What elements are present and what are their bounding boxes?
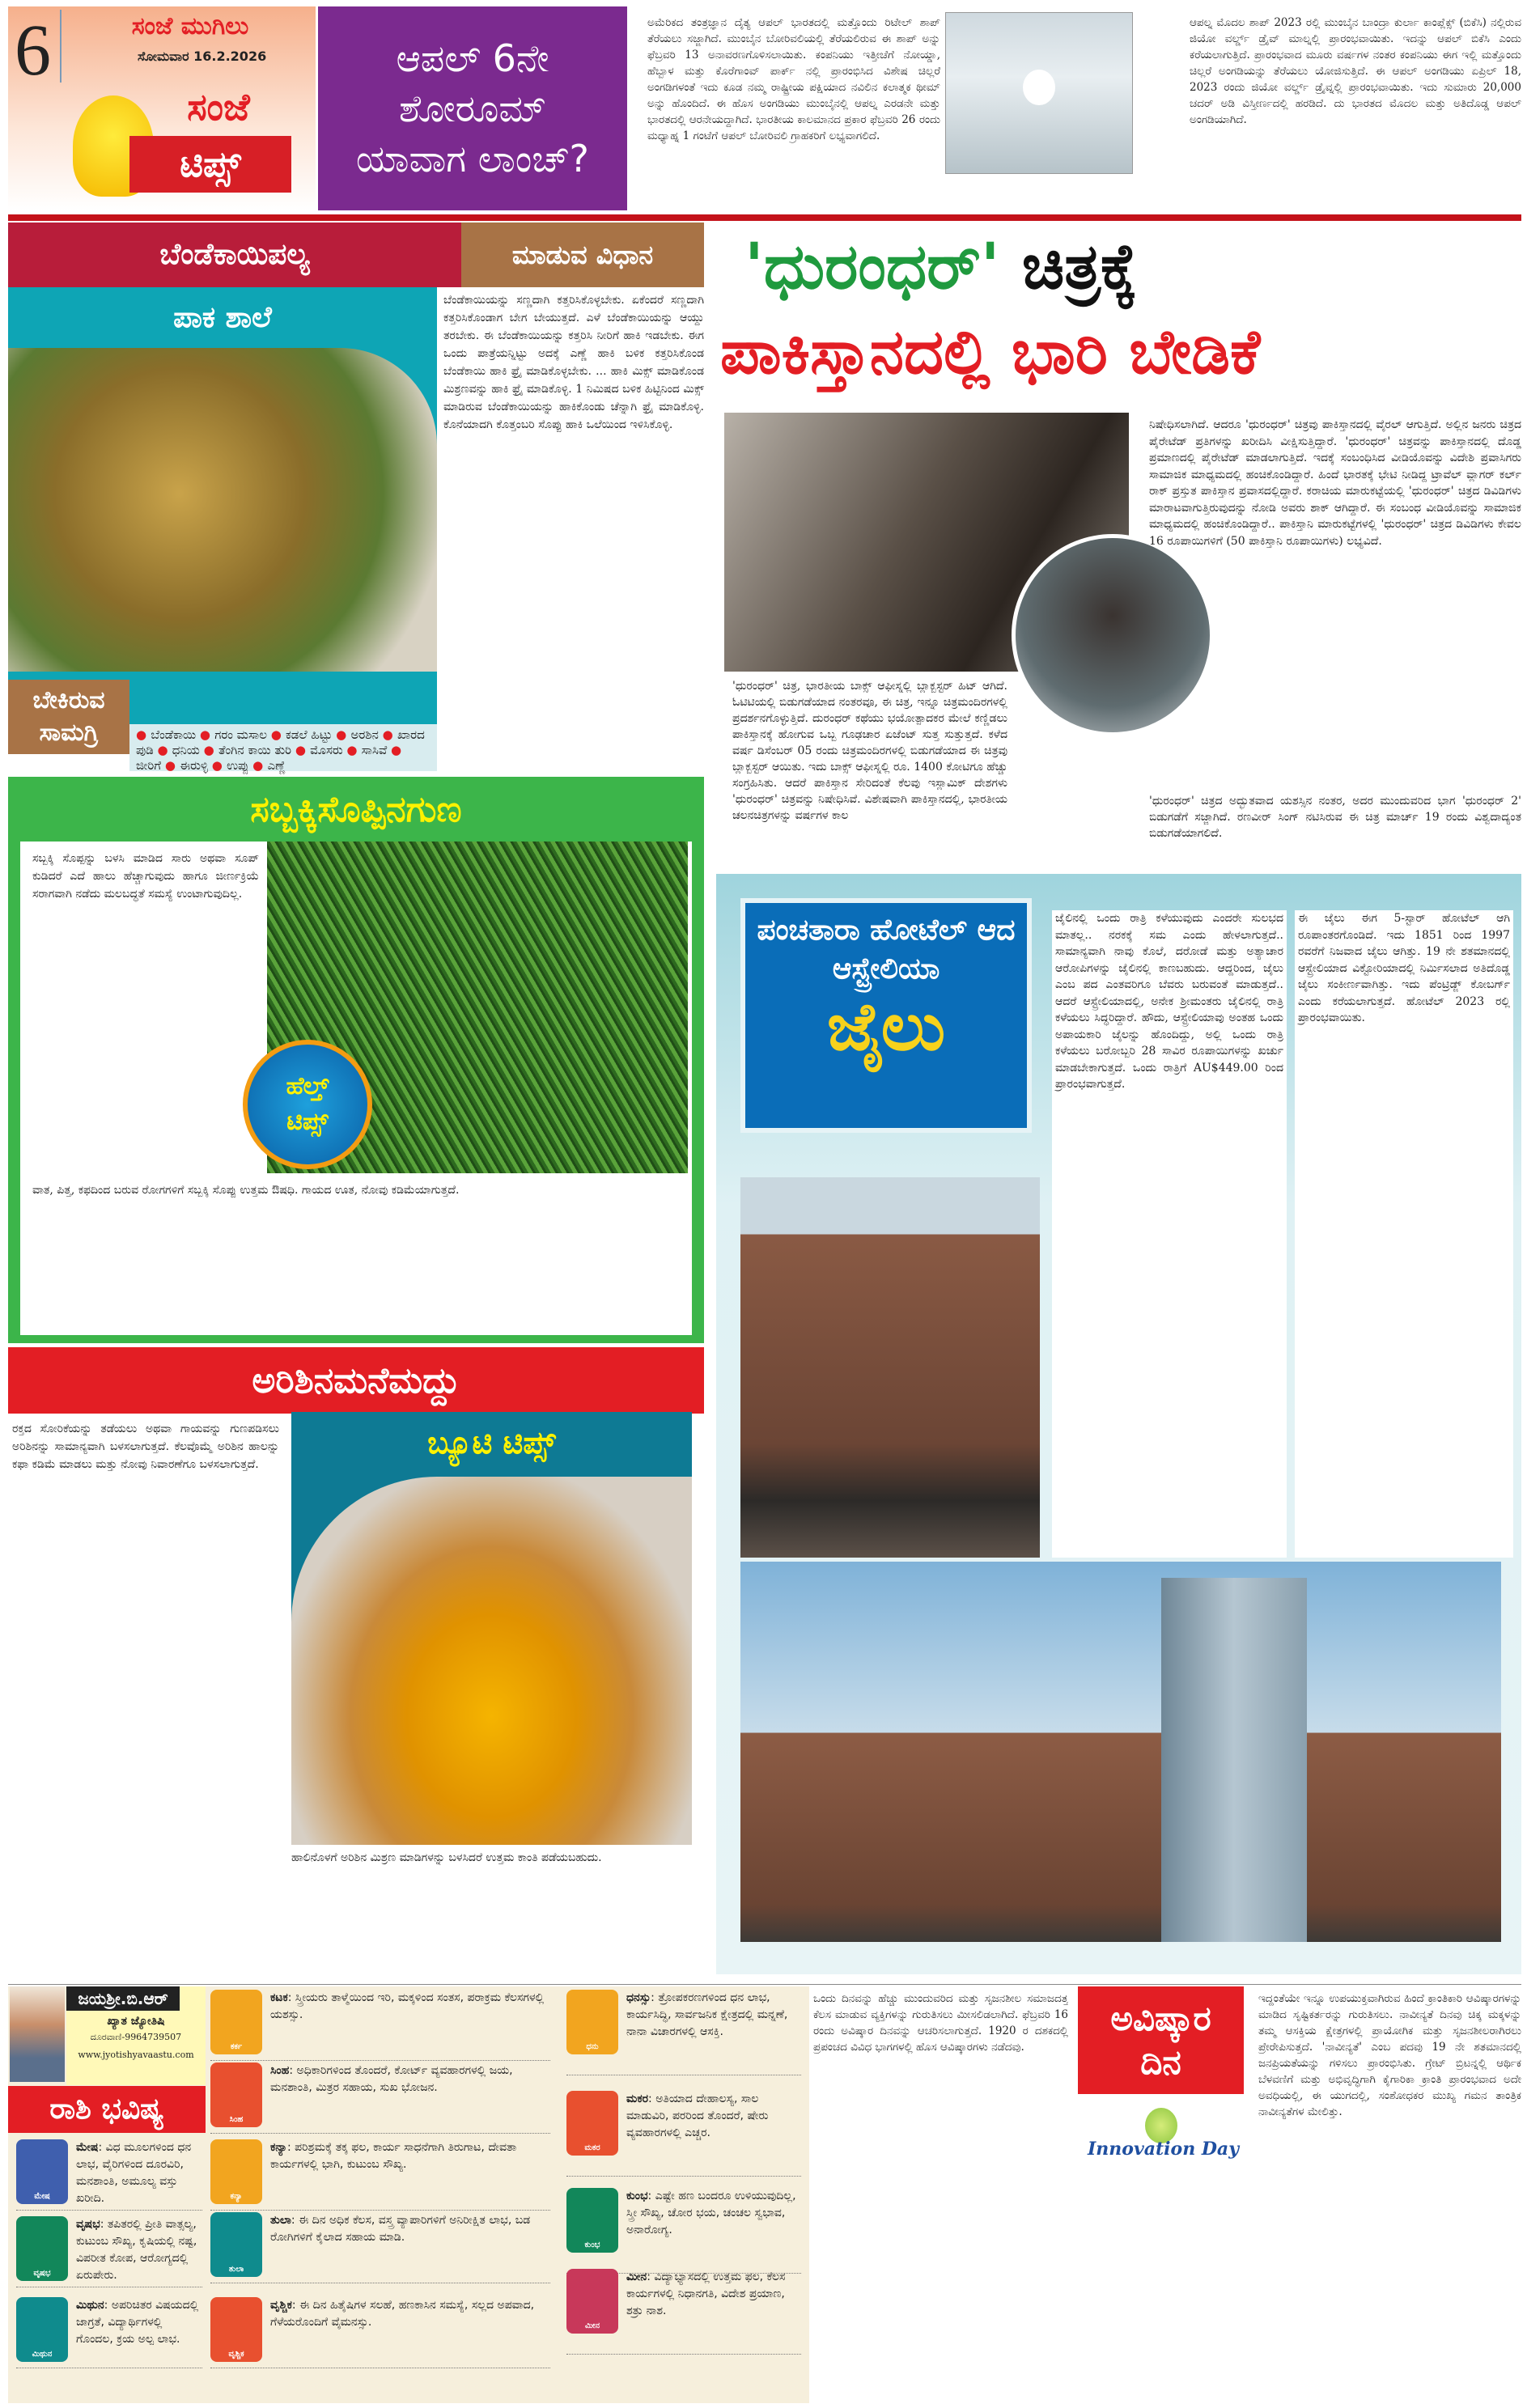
sign-prediction: ವಿದ್ಯಾಭ್ಯಾಸದಲ್ಲಿ ಉತ್ತಮ ಫಲ, ಕೆಲಸ ಕಾರ್ಯಗಳಲ್ಲಿ ನಿಧಾನಗತಿ, ವಿದೇಶ ಪ್ರಯಾಣ, ಶತ್ರು ನಾಶ. bbox=[626, 2270, 786, 2317]
dhurandhar-col-left: 'ಧುರಂಧರ್' ಚಿತ್ರ, ಭಾರತೀಯ ಬಾಕ್ಸ್ ಆಫೀಸ್ನಲ್ಲಿ ಬ್ಲಾಕ್ಬಸ್ಟರ್ ಹಿಟ್ ಆಗಿದೆ. ಓಟಿಟಿಯಲ್ಲಿ ಬಿಡುಗಡೆಯಾದ ನಂತರವೂ, ಈ ಚಿತ್ರ, ಇನ್ನೂ ಚಿತ್ರಮಂದಿರಗಳಲ್ಲಿ ಪ್ರದರ್ಶನಗೊಳ್ಳುತ್ತಿದೆ. ದುರಂಧರ್ ಕಥೆಯು ಭಯೋತ್ಪಾದಕರ ಮೇಲೆ ಕಣ್ಣಿಡಲು ಪಾಕಿಸ್ತಾನಕ್ಕೆ ಹೋಗುವ ಒಬ್ಬ ಗೂಢಚಾರ ಏಜೆಂಟ್ ಸುತ್ತ ಸುತ್ತುತ್ತದೆ. ಕಳೆದ ವರ್ಷ ಡಿಸೆಂಬರ್ 05 ರಂದು ಚಿತ್ರಮಂದಿರಗಳಲ್ಲಿ ಬಿಡುಗಡೆಯಾದ ಈ ಚಿತ್ರವು ಬ್ಲಾಕ್ಬಸ್ಟರ್ ಆಯಿತು. ಇದು ಬಾಕ್ಸ್ ಆಫೀಸ್ನಲ್ಲಿ ರೂ. 1400 ಕೋಟಿಗೂ ಹೆಚ್ಚು ಸಂಗ್ರಹಿಸಿತು. ಆದರೆ ಪಾಕಿಸ್ತಾನ ಸೇರಿದಂತೆ ಕೆಲವು ಇಸ್ಲಾಮಿಕ್ ದೇಶಗಳು 'ಧುರಂಧರ್' ಚಿತ್ರವನ್ನು ನಿಷೇಧಿಸಿವೆ. ವಿಶೇಷವಾಗಿ ಪಾಕಿಸ್ತಾನದಲ್ಲಿ, ಭಾರತೀಯ ಚಲನಚಿತ್ರಗಳನ್ನು ವರ್ಷಗಳ ಕಾಲ bbox=[732, 680, 1007, 822]
dhurandhar-col-tail: 'ಧುರಂಧರ್' ಚಿತ್ರದ ಅದ್ಭುತವಾದ ಯಶಸ್ಸಿನ ನಂತರ, ಅದರ ಮುಂದುವರಿದ ಭಾಗ 'ಧುರಂಧರ್ 2' ಬಿಡುಗಡೆಗೆ ಸಜ್ಜಾಗಿದೆ. ರಣವೀರ್ ಸಿಂಗ್ ನಟಿಸಿರುವ ಈ ಚಿತ್ರ ಮಾರ್ಚ್ 19 ರಂದು ವಿಶ್ವದಾದ್ಯಂತ ಬಿಡುಗಡೆಯಾಗಲಿದೆ. bbox=[1149, 795, 1521, 840]
recipe-method-text: ಬೆಂಡೆಕಾಯಿಯನ್ನು ಸಣ್ಣದಾಗಿ ಕತ್ತರಿಸಿಕೊಳ್ಳಬೇಕು. ಏಕೆಂದರೆ ಸಣ್ಣದಾಗಿ ಕತ್ತರಿಸಿಕೊಂಡಾಗ ಬೇಗ ಬೇಯುತ್ತದೆ. ಎಳೆ ಬೆಂಡೆಕಾಯಿಯನ್ನು ಆಯ್ದು ತರಬೇಕು. ಈ ಬೆಂಡೆಕಾಯಿಯನ್ನು ಕತ್ತರಿಸಿ ನೀರಿಗೆ ಹಾಕಿ ಇಡಬೇಕು. ಈಗ ಒಂದು ಪಾತ್ರೆಯನ್ನಿಟ್ಟು ಅದಕ್ಕೆ ಎಣ್ಣೆ ಹಾಕಿ ಬಳಿಕ ಕತ್ತರಿಸಿಕೊಂಡ ಬೆಂಡೆಕಾಯಿ ಹಾಕಿ ಫ್ರೈ ಮಾಡಿಕೊಳ್ಳಬೇಕು. ... ಹಾಕಿ ಮಿಕ್ಸ್ ಮಾಡಿಕೊಂಡ ಮಿಶ್ರಣವನ್ನು ಹಾಕಿ ಫ್ರೈ ಮಾಡಿಕೊಳ್ಳಿ. 1 ನಿಮಿಷದ ಬಳಿಕ ಹಿಟ್ಟಿನಿಂದ ಮಿಕ್ಸ್ ಮಾಡಿರುವ ಬೆಂಡೆಕಾಯಿಯನ್ನು ಹಾಕಿಕೊಂಡು ಚೆನ್ನಾಗಿ ಫ್ರೈ ಮಾಡಿಕೊಳ್ಳಿ. ಕೊನೆಯಾದಗಿ ಕೊತ್ತಂಬರಿ ಸೊಪ್ಪು ಹಾಕಿ ಒಲೆಯಿಂದ ಇಳಿಸಿಕೊಳ್ಳಿ. bbox=[443, 294, 704, 431]
zodiac-icon-label: ಧನು bbox=[586, 2042, 599, 2051]
astrologer-designation: ಖ್ಯಾತ ಜ್ಯೋತಿಷಿ bbox=[107, 2015, 165, 2028]
sign-name: ಕನ್ಯಾ bbox=[270, 2141, 287, 2154]
sign-name: ವೃಶ್ಚಿಕ bbox=[270, 2299, 292, 2312]
sign-4: ಕರ್ಕ ಕಟಕ: ಸ್ತ್ರೀಯರು ತಾಳ್ಮೆಯಿಂದ ಇರಿ, ಮಕ್ಕಳಿಂದ ಸಂತಸ, ಪರಾಕ್ರಮ ಕೆಲಸಗಳಲ್ಲಿ ಯಶಸ್ಸು. bbox=[210, 1986, 550, 2061]
ingredient-item: ● ಉಪ್ಪು bbox=[211, 758, 249, 773]
zodiac-icon bbox=[566, 2188, 618, 2253]
turmeric-title: ಅರಿಶಿನಮನೆಮದ್ದು bbox=[8, 1347, 704, 1414]
ingredient-label: ಈರುಳ್ಳಿ bbox=[180, 758, 208, 773]
sign-prediction: ಅಧಿಕಾರಿಗಳಿಂದ ತೊಂದರೆ, ಕೋರ್ಟ್ ವ್ಯವಹಾರಗಳಲ್ಲಿ ಜಯ, ಮನಶಾಂತಿ, ಮಿತ್ರರ ಸಹಾಯ, ಸುಖ ಭೋಜನ. bbox=[270, 2064, 513, 2094]
sign-prediction: ತ್ರೋಪಕರಣಗಳಿಂದ ಧನ ಲಾಭ, ಕಾರ್ಯಸಿದ್ಧಿ, ಸಾರ್ವಜನಿಕ ಕ್ಷೇತ್ರದಲ್ಲಿ ಮನ್ನಣೆ, ನಾನಾ ವಿಚಾರಗಳಲ್ಲಿ ಆಸಕ್ತಿ. bbox=[626, 1991, 788, 2038]
apple-article-col1: ಅಮೆರಿಕದ ತಂತ್ರಜ್ಞಾನ ದೈತ್ಯ ಆಪಲ್ ಭಾರತದಲ್ಲಿ ಮತ್ತೊಂದು ರಿಟೇಲ್ ಶಾಪ್ ತೆರೆಯಲು ಸಜ್ಜಾಗಿದೆ. ಮುಂಬೈನ ಬೋರಿವಲಿಯಲ್ಲಿ ತೆರೆಯಲಿರುವ ಈ ಶಾಪ್ ಅನ್ನು ಫೆಬ್ರವರಿ 13 ಅನಾವರಣಗೊಳಿಸಲಾಯಿತು. ಕಂಪನಿಯು ಇತ್ತೀಚೆಗೆ ನೋಯ್ಡಾ, ಹೆಬ್ಬಾಳ ಮತ್ತು ಕೊರೆಗಾಂವ್ ಪಾರ್ಕ್ ನಲ್ಲಿ ಪ್ರಾರಂಭಿಸಿದ ವಿಶೇಷ ಚಿಲ್ಲರೆ ಅಂಗಡಿಗಳಂತೆ ಇದು ಕೂಡ ನಮ್ಮ ರಾಷ್ಟ್ರೀಯ ಪಕ್ಷಿಯಾದ ನವಿಲಿನ ಕಲಾತ್ಮಕ ಥೀಮ್ ಅನ್ನು ಹೊಂದಿದೆ. ಈ ಹೊಸ ಅಂಗಡಿಯು ಮುಂಬೈನಲ್ಲಿ ಆಪಲ್ನ ಎರಡನೇ ಮತ್ತು ಭಾರತದಲ್ಲಿ ಆರನೇಯದ್ದಾಗಿದೆ. ಭಾರತೀಯ ಕಾಲಮಾನದ ಪ್ರಕಾರ ಫೆಬ್ರವರಿ 26 ರಂದು ಮಧ್ಯಾಹ್ನ 1 ಗಂಟೆಗೆ ಆಪಲ್ ಬೋರಿವಲಿ ಗ್ರಾಹಕರಿಗೆ ಲಭ್ಯವಾಗಲಿದೆ. bbox=[647, 16, 940, 142]
zodiac-icon-label: ಮಕರ bbox=[584, 2143, 600, 2152]
zodiac-icon-label: ಮೇಷ bbox=[34, 2192, 50, 2201]
sign-2: ವೃಷಭ ವೃಷಭ: ತಪಿತರಲ್ಲಿ ಪ್ರೀತಿ ವಾತ್ಸಲ್ಯ, ಕುಟುಂಬ ಸೌಖ್ಯ, ಕೃಷಿಯಲ್ಲಿ ನಷ್ಟ, ವಿಪರೀತ ಕೋಪ, ಆರೋಗ್ಯದಲ್ಲಿ ಏರುಪೇರು. bbox=[16, 2213, 202, 2287]
zodiac-icon bbox=[16, 2216, 68, 2281]
ingredient-item: ● ಅರಶಿನ bbox=[336, 727, 379, 742]
sign-name: ಕುಂಭ bbox=[626, 2190, 648, 2202]
sign-prediction: ಅತಿಯಾದ ದೇಹಾಲಸ್ಯ, ಸಾಲ ಮಾಡುವಿರಿ, ಪರರಿಂದ ತೊಂದರೆ, ಷೇರು ವ್ಯವಹಾರಗಳಲ್ಲಿ ಎಚ್ಚರ. bbox=[626, 2092, 769, 2139]
ingredient-item: ● ಗರಂ ಮಸಾಲ bbox=[199, 727, 267, 742]
ingredient-label: ಉಪ್ಪು bbox=[227, 758, 249, 773]
zodiac-icon bbox=[566, 2269, 618, 2334]
zodiac-icon-label: ವೃಶ್ಚಿಕ bbox=[228, 2350, 244, 2359]
turmeric-body: ರಕ್ತದ ಸೋರಿಕೆಯನ್ನು ತಡೆಯಲು ಅಥವಾ ಗಾಯವನ್ನು ಗುಣಪಡಿಸಲು ಅರಿಶಿನನ್ನು ಸಾಮಾನ್ಯವಾಗಿ ಬಳಸಲಾಗುತ್ತದೆ. ಕೆಲವೊಮ್ಮೆ ಅರಿಶಿನ ಹಾಲನ್ನು ಕಫಾ ಕಡಿಮೆ ಮಾಡಲು ಮತ್ತು ನೋವು ನಿವಾರಣೆಗೂ ಬಳಸಲಾಗುತ್ತದೆ. bbox=[12, 1422, 279, 1471]
ingredient-item: ● ಎಣ್ಣೆ bbox=[252, 758, 286, 773]
dhurandhar-col-right: ನಿಷೇಧಿಸಲಾಗಿದೆ. ಆದರೂ 'ಧುರಂಧರ್' ಚಿತ್ರವು ಪಾಕಿಸ್ತಾನದಲ್ಲಿ ವೈರಲ್ ಆಗುತ್ತಿದೆ. ಅಲ್ಲಿನ ಜನರು ಚಿತ್ರದ ಪೈರೇಟೆಡ್ ಪ್ರತಿಗಳನ್ನು ಖರೀದಿಸಿ ವೀಕ್ಷಿಸುತ್ತಿದ್ದಾರೆ. 'ಧುರಂಧರ್' ಚಿತ್ರವನ್ನು ಪಾಕಿಸ್ತಾನದಲ್ಲಿ ದೊಡ್ಡ ಪ್ರಮಾಣದಲ್ಲಿ ಪೈರೇಟೆಡ್ ಮಾಡಲಾಗುತ್ತಿದೆ. ಇದಕ್ಕೆ ಸಂಬಂಧಿಸಿದ ವೀಡಿಯೊವನ್ನು ವಿದೇಶಿ ಪ್ರವಾಸಿಗರು ಸಾಮಾಜಿಕ ಮಾಧ್ಯಮದಲ್ಲಿ ಹಂಚಿಕೊಂಡಿದ್ದಾರೆ. ಹಿಂದೆ ಭಾರತಕ್ಕೆ ಭೇಟಿ ನೀಡಿದ್ದ ಟ್ರಾವೆಲ್ ವ್ಲಾಗರ್ ಕರ್ಲ್ ರಾಕ್ ಪ್ರಸ್ತುತ ಪಾಕಿಸ್ತಾನ ಪ್ರವಾಸದಲ್ಲಿದ್ದಾರೆ. ಕರಾಚಿಯ ಮಾರುಕಟ್ಟೆಯಲ್ಲಿ 'ಧುರಂಧರ್' ಚಿತ್ರದ ಡಿವಿಡಿಗಳು ಮಾರಾಟವಾಗುತ್ತಿರುವುದನ್ನು ನೋಡಿ ಅವರು ಶಾಕ್ ಆಗಿದ್ದಾರೆ. ಈ ಸಂಬಂಧ ವೀಡಿಯೊವನ್ನು ಸಾಮಾಜಿಕ ಮಾಧ್ಯಮದಲ್ಲಿ ಹಂಚಿಕೊಂಡಿದ್ದಾರೆ.. ಪಾಕಿಸ್ತಾನಿ ಮಾರುಕಟ್ಟೆಗಳಲ್ಲಿ 'ಧುರಂಧರ್' ಚಿತ್ರದ ಡಿವಿಡಿಗಳು ಕೇವಲ 16 ರೂಪಾಯಿಗಳಿಗೆ (50 ಪಾಕಿಸ್ತಾನಿ ರೂಪಾಯಿಗಳು) ಲಭ್ಯವಿದೆ. bbox=[1149, 418, 1521, 548]
astrologer-photo bbox=[10, 1986, 65, 2082]
jail-col2: ಈ ಜೈಲು ಈಗ 5-ಸ್ಟಾರ್ ಹೋಟೆಲ್ ಆಗಿ ರೂಪಾಂತರಗೊಂಡಿದೆ. ಇದು 1851 ರಿಂದ 1997 ರವರೆಗೆ ನಿಜವಾದ ಜೈಲು ಆಗಿತ್ತು. 19 ನೇ ಶತಮಾನದಲ್ಲಿ ಆಸ್ಟ್ರೇಲಿಯಾದ ವಿಕ್ಟೋರಿಯಾದಲ್ಲಿ ನಿರ್ಮಿಸಲಾದ ಅತಿದೊಡ್ಡ ಜೈಲು ಸಂಕೀರ್ಣವಾಗಿತ್ತು. ಇದು ಪೆಂಟ್ರಿಡ್ಜ್ ಕೋಬರ್ಗ್ ಎಂದು ಕರೆಯಲಾಗುತ್ತದೆ. ಹೋಟೆಲ್ 2023 ರಲ್ಲಿ ಪ್ರಾರಂಭವಾಯಿತು. bbox=[1295, 910, 1513, 1558]
innovation-day-logo bbox=[1080, 2108, 1246, 2173]
zodiac-icon bbox=[16, 2139, 68, 2204]
sign-3: ಮಿಥುನ ಮಿಥುನ: ಅಪರಿಚಿತರ ವಿಷಯದಲ್ಲಿ ಜಾಗ್ರತೆ, ವಿದ್ಯಾರ್ಥಿಗಳಲ್ಲಿ ಗೊಂದಲ, ಕ್ರಯ ಅಲ್ಪ ಲಾಭ. bbox=[16, 2294, 202, 2368]
zodiac-icon bbox=[566, 2091, 618, 2156]
jail-headline-2: ಜೈಲು bbox=[826, 989, 946, 1066]
top-rule bbox=[8, 214, 1521, 221]
dill-title: ಸಬ್ಬಕ್ಕಿಸೊಪ್ಪಿನಗುಣ bbox=[250, 788, 462, 830]
headline-film-name: 'ಧುರಂಧರ್' bbox=[744, 231, 1000, 303]
paper-name: ಸಂಜೆ ಮುಗಿಲು bbox=[131, 11, 249, 40]
sign-prediction: ಪರಿಶ್ರಮಕ್ಕೆ ತಕ್ಕ ಫಲ, ಕಾರ್ಯ ಸಾಧನೆಗಾಗಿ ತಿರುಗಾಟ, ದೇವತಾ ಕಾರ್ಯಗಳಲ್ಲಿ ಭಾಗಿ, ಕುಟುಂಬ ಸೌಖ್ಯ. bbox=[270, 2141, 517, 2171]
zodiac-icon bbox=[566, 1990, 618, 2054]
ingredient-item: ● ಖಾರದ ಪುಡಿ bbox=[136, 727, 425, 757]
tips-label-2: ಟಿಪ್ಸ್ bbox=[129, 136, 291, 193]
kitchen-label: ಪಾಕ ಶಾಲೆ bbox=[173, 301, 272, 334]
zodiac-icon bbox=[210, 2139, 262, 2204]
bottom-rule bbox=[8, 1984, 1521, 1985]
sign-5: ಸಿಂಹ ಸಿಂಹ: ಅಧಿಕಾರಿಗಳಿಂದ ತೊಂದರೆ, ಕೋರ್ಟ್ ವ್ಯವಹಾರಗಳಲ್ಲಿ ಜಯ, ಮನಶಾಂತಿ, ಮಿತ್ರರ ಸಹಾಯ, ಸುಖ ಭೋಜನ. bbox=[210, 2059, 550, 2134]
tips-label-1: ಸಂಜೆ bbox=[187, 85, 250, 129]
ingredient-item: ● ಸಾಸಿವೆ bbox=[346, 743, 388, 757]
turmeric-caption: ಹಾಲಿನೊಳಗೆ ಅರಿಶಿನ ಮಿಶ್ರಣ ಮಾಡಿಗಳನ್ನು ಬಳಸಿದರೆ ಉತ್ತಮ ಕಾಂತಿ ಪಡೆಯಬಹುದು. bbox=[291, 1851, 602, 1864]
sign-name: ವೃಷಭ bbox=[76, 2218, 100, 2231]
dill-body-2: ವಾತ, ಪಿತ್ತ, ಕಫದಿಂದ ಬರುವ ರೋಗಗಳಿಗೆ ಸಬ್ಬಕ್ಕಿ ಸೊಪ್ಪು ಉತ್ತಮ ಔಷಧಿ. ಗಾಯದ ಊತ, ನೋವು ಕಡಿಮೆಯಾಗುತ್ತದೆ. bbox=[32, 1184, 460, 1197]
apple-store-photo bbox=[945, 12, 1133, 174]
ingredient-label: ಎಣ್ಣೆ bbox=[267, 758, 286, 773]
sign-prediction: ವಿಧ ಮೂಲಗಳಿಂದ ಧನ ಲಾಭ, ವೈರಿಗಳಿಂದ ದೂರವಿರಿ, ಮನಶಾಂತಿ, ಅಮೂಲ್ಯ ವಸ್ತು ಖರೀದಿ. bbox=[76, 2141, 192, 2205]
recipe-title: ಬೆಂಡೆಕಾಯಿಪಲ್ಯ bbox=[8, 223, 461, 287]
sign-prediction: ತಪಿತರಲ್ಲಿ ಪ್ರೀತಿ ವಾತ್ಸಲ್ಯ, ಕುಟುಂಬ ಸೌಖ್ಯ, ಕೃಷಿಯಲ್ಲಿ ನಷ್ಟ, ವಿಪರೀತ ಕೋಪ, ಆರೋಗ್ಯದಲ್ಲಿ ಏರುಪೇರು. bbox=[76, 2218, 197, 2282]
sign-name: ಸಿಂಹ bbox=[270, 2064, 290, 2077]
sign-prediction: ಸ್ತ್ರೀಯರು ತಾಳ್ಮೆಯಿಂದ ಇರಿ, ಮಕ್ಕಳಿಂದ ಸಂತಸ, ಪರಾಕ್ರಮ ಕೆಲಸಗಳಲ್ಲಿ ಯಶಸ್ಸು. bbox=[270, 1991, 545, 2021]
sign-name: ಮಕರ bbox=[626, 2092, 649, 2105]
ingredient-item: ● ಬೆಂಡೆಕಾಯಿ bbox=[136, 727, 197, 742]
ingredient-label: ಕಡಲೆ ಹಿಟ್ಟು bbox=[286, 727, 333, 742]
ingredient-label: ಬೆಂಡೆಕಾಯಿ bbox=[151, 727, 197, 742]
ingredient-item: ● ಕಡಲೆ ಹಿಟ್ಟು bbox=[270, 727, 333, 742]
innovation-col-left: ಒಂದು ದಿನವನ್ನು ಹೆಚ್ಚು ಮುಂದುವರಿದ ಮತ್ತು ಸೃಜನಶೀಲ ಸಮಾಜದತ್ತ ಕೆಲಸ ಮಾಡುವ ವ್ಯಕ್ತಿಗಳನ್ನು ಗುರುತಿಸಲು ಮೀಸಲಿಡಲಾಗಿದೆ. ಫೆಬ್ರವರಿ 16 ರಂದು ಅವಿಷ್ಕಾರ ದಿನವನ್ನು ಆಚರಿಸಲಾಗುತ್ತದೆ. 1920 ರ ದಶಕದಲ್ಲಿ ಪ್ರಪಂಚದ ವಿವಿಧ ಭಾಗಗಳಲ್ಲಿ ಹೊಸ ಆವಿಷ್ಕಾರಗಳು ನಡೆದವು. bbox=[813, 1992, 1068, 2054]
sign-prediction: ಅಪರಿಚಿತರ ವಿಷಯದಲ್ಲಿ ಜಾಗ್ರತೆ, ವಿದ್ಯಾರ್ಥಿಗಳಲ್ಲಿ ಗೊಂದಲ, ಕ್ರಯ ಅಲ್ಪ ಲಾಭ. bbox=[76, 2299, 199, 2346]
divider bbox=[60, 10, 62, 83]
issue-date: ಸೋಮವಾರ 16.2.2026 bbox=[138, 49, 267, 64]
zodiac-icon-label: ಕರ್ಕ bbox=[230, 2042, 243, 2051]
masthead bbox=[8, 6, 316, 210]
sign-11: ಕುಂಭ ಕುಂಭ: ಎಷ್ಟೇ ಹಣ ಬಂದರೂ ಉಳಿಯುವುದಿಲ್ಲ, ಸ್ತ್ರೀ ಸೌಖ್ಯ, ಚೋರ ಭಯ, ಚಂಚಲ ಸ್ವಭಾವ, ಅನಾರೋಗ್ಯ. bbox=[566, 2185, 801, 2274]
zodiac-icon bbox=[210, 2062, 262, 2127]
jail-title-box bbox=[740, 898, 1032, 1133]
beauty-tips-panel bbox=[291, 1412, 692, 1845]
jail-headline-1: ಪಂಚತಾರಾ ಹೋಟೆಲ್ ಆದ ಆಸ್ಟ್ರೇಲಿಯಾ bbox=[757, 914, 1016, 986]
sign-name: ಕಟಕ bbox=[270, 1991, 288, 2004]
ingredient-item: ● ಜೀರಿಗೆ bbox=[136, 743, 402, 773]
apple-article-col2: ಆಪಲ್ನ ಮೊದಲ ಶಾಪ್ 2023 ರಲ್ಲಿ ಮುಂಬೈನ ಬಾಂದ್ರಾ ಕುರ್ಲಾ ಕಾಂಪ್ಲೆಕ್ಸ್ (ಬಿಕೆಸಿ) ನಲ್ಲಿರುವ ಜಿಯೋ ವರ್ಲ್ಡ್ ಡ್ರೈವ್ ಮಾಲ್ನಲ್ಲಿ ಪ್ರಾರಂಭವಾಯಿತು. ಇದನ್ನು ಆಪಲ್ ಬಿಕೆಸಿ ಎಂದು ಕರೆಯಲಾಗುತ್ತಿದೆ. ಪ್ರಾರಂಭವಾದ ಮೂರು ವರ್ಷಗಳ ನಂತರ ಕಂಪನಿಯು ಈಗ ಇಲ್ಲಿ ಮತ್ತೊಂದು ಚಿಲ್ಲರೆ ಅಂಗಡಿಯನ್ನು ತೆರೆಯಲು ಯೋಜಿಸುತ್ತಿದೆ. ಈ ಆಪಲ್ ಅಂಗಡಿಯು ಏಪ್ರಿಲ್ 18, 2023 ರಂದು ಜಿಯೋ ವರ್ಲ್ಡ್ ಡ್ರೈವ್ನಲ್ಲಿ ಪ್ರಾರಂಭವಾಯಿತು. ಇದು ಸುಮಾರು 20,000 ಚದರ್ ಅಡಿ ವಿಸ್ತೀರ್ಣದಲ್ಲಿ ಹರಡಿದೆ. ದು ಭಾರತದ ಮೊದಲ ಮತ್ತು ಅತಿದೊಡ್ಡ ಆಪಲ್ ಅಂಗಡಿಯಾಗಿದೆ. bbox=[1190, 16, 1521, 126]
sign-prediction: ಈ ದಿನ ಹಿತೈಷಿಗಳ ಸಲಹೆ, ಹಣಕಾಸಿನ ಸಮಸ್ಯೆ, ಸಲ್ಲದ ಅಪವಾದ, ಗೆಳೆಯರೊಂದಿಗೆ ವೈಮನಸ್ಸು. bbox=[270, 2299, 535, 2329]
innovation-logo-text: Innovation Day bbox=[1088, 2139, 1239, 2160]
jail-castle-photo bbox=[740, 1562, 1501, 1942]
headline-word: ಚಿತ್ರಕ್ಕೆ bbox=[1021, 231, 1138, 303]
sign-name: ಮೀನ bbox=[626, 2270, 647, 2283]
turmeric-powder-photo bbox=[291, 1477, 692, 1845]
sign-9: ಧನು ಧನಸ್ಸು: ತ್ರೋಪಕರಣಗಳಿಂದ ಧನ ಲಾಭ, ಕಾರ್ಯಸಿದ್ಧಿ, ಸಾರ್ವಜನಿಕ ಕ್ಷೇತ್ರದಲ್ಲಿ ಮನ್ನಣೆ, ನಾನಾ ವಿಚಾರಗಳಲ್ಲಿ ಆಸಕ್ತಿ. bbox=[566, 1986, 801, 2075]
astrologer-name: ಜಯಶ್ರೀ.ಬಿ.ಆರ್ bbox=[66, 1986, 180, 2011]
tower-building bbox=[1161, 1578, 1307, 1942]
astrologer-website[interactable]: www.jyotishyavaastu.com bbox=[78, 2050, 194, 2060]
zodiac-icon bbox=[210, 2297, 262, 2362]
ingredient-label: ತೆಂಗಿನ ಕಾಯಿ ತುರಿ bbox=[218, 743, 292, 757]
ingredients-label: ಬೇಕಿರುವ ಸಾಮಗ್ರಿ bbox=[8, 680, 129, 754]
sign-8: ವೃಶ್ಚಿಕ ವೃಶ್ಚಿಕ: ಈ ದಿನ ಹಿತೈಷಿಗಳ ಸಲಹೆ, ಹಣಕಾಸಿನ ಸಮಸ್ಯೆ, ಸಲ್ಲದ ಅಪವಾದ, ಗೆಳೆಯರೊಂದಿಗೆ ವೈಮನಸ್ಸು. bbox=[210, 2294, 550, 2368]
recipe-method-label: ಮಾಡುವ ವಿಧಾನ bbox=[461, 223, 704, 287]
ingredient-label: ಜೀರಿಗೆ bbox=[136, 758, 162, 773]
ingredient-label: ಅರಶಿನ bbox=[350, 727, 379, 742]
ingredient-label: ಖಾರದ ಪುಡಿ bbox=[136, 727, 425, 757]
sign-1: ಮೇಷ ಮೇಷ: ವಿಧ ಮೂಲಗಳಿಂದ ಧನ ಲಾಭ, ವೈರಿಗಳಿಂದ ದೂರವಿರಿ, ಮನಶಾಂತಿ, ಅಮೂಲ್ಯ ವಸ್ತು ಖರೀದಿ. bbox=[16, 2136, 202, 2211]
horoscope-title: ರಾಶಿ ಭವಿಷ್ಯ bbox=[8, 2086, 206, 2133]
ingredient-label: ಧನಿಯ bbox=[172, 743, 200, 757]
zodiac-icon bbox=[210, 1990, 262, 2054]
zodiac-icon-label: ಕುಂಭ bbox=[584, 2241, 600, 2249]
zodiac-icon-label: ಸಿಂಹ bbox=[229, 2115, 244, 2124]
sign-name: ಮಿಥುನ bbox=[76, 2299, 104, 2312]
beauty-tips-label: ಬ್ಯೂಟಿ ಟಿಪ್ಸ್ bbox=[427, 1424, 556, 1460]
sign-12: ಮೀನ ಮೀನ: ವಿದ್ಯಾಭ್ಯಾಸದಲ್ಲಿ ಉತ್ತಮ ಫಲ, ಕೆಲಸ ಕಾರ್ಯಗಳಲ್ಲಿ ನಿಧಾನಗತಿ, ವಿದೇಶ ಪ್ರಯಾಣ, ಶತ್ರು ನಾಶ. bbox=[566, 2266, 801, 2355]
ingredient-item: ● ತೆಂಗಿನ ಕಾಯಿ ತುರಿ bbox=[203, 743, 292, 757]
zodiac-icon-label: ಮಿಥುನ bbox=[32, 2350, 53, 2359]
okra-dish-photo bbox=[8, 348, 437, 672]
sign-name: ತುಲಾ bbox=[270, 2214, 291, 2227]
dill-body: ಸಬ್ಬಕ್ಕಿ ಸೊಪ್ಪನ್ನು ಬಳಸಿ ಮಾಡಿದ ಸಾರು ಅಥವಾ ಸೂಪ್ ಕುಡಿದರೆ ಎದೆ ಹಾಲು ಹೆಚ್ಚಾಗುವುದು ಹಾಗೂ ಜೀರ್ಣಕ್ರಿಯೆ ಸರಾಗವಾಗಿ ನಡೆದು ಮಲಬದ್ಧತೆ ಸಮಸ್ಯೆ ಉಂಟಾಗುವುದಿಲ್ಲ. bbox=[32, 852, 259, 901]
sign-name: ಮೇಷ bbox=[76, 2141, 99, 2154]
ingredient-label: ಗರಂ ಮಸಾಲ bbox=[214, 727, 267, 742]
zodiac-icon bbox=[16, 2297, 68, 2362]
ingredient-label: ಸಾಸಿವೆ bbox=[361, 743, 388, 757]
sign-7: ತುಲಾ ತುಲಾ: ಈ ದಿನ ಅಧಿಕ ಕೆಲಸ, ವಸ್ತ್ರ ವ್ಯಾಪಾರಿಗಳಿಗೆ ಅನಿರೀಕ್ಷಿತ ಲಾಭ, ಬಡ ರೋಗಿಗಳಿಗೆ ಕೈಲಾದ ಸಹಾಯ ಮಾಡಿ. bbox=[210, 2209, 550, 2283]
zodiac-icon-label: ಮೀನ bbox=[585, 2321, 600, 2330]
astrologer-phone: ದೂರವಾಣಿ-9964739507 bbox=[90, 2032, 182, 2042]
jail-building-photo bbox=[740, 1177, 1040, 1558]
headline-line-2: ಪಾಕಿಸ್ತಾನದಲ್ಲಿ ಭಾರಿ ಬೇಡಿಕೆ bbox=[720, 316, 1261, 388]
health-tips-badge: ಹೆಲ್ತ್ ಟಿಪ್ಸ್ bbox=[243, 1040, 372, 1169]
ingredients-list bbox=[129, 724, 437, 771]
zodiac-icon-label: ವೃಷಭ bbox=[33, 2269, 51, 2278]
innovation-col-right: ಇದ್ದಂತೆಯೇ ಇನ್ನೂ ಉಪಯುಕ್ತವಾಗಿರುವ ಹಿಂದೆ ಕ್ರಾಂತಿಕಾರಿ ಆವಿಷ್ಕಾರಗಳನ್ನು ಮಾಡಿದ ಸೃಷ್ಟಿಕರ್ತರನ್ನು ಗುರುತಿಸಲು. ನಾವೀನ್ಯತೆ ದಿನವು ಚಿಕ್ಕ ಮಕ್ಕಳನ್ನು ತಮ್ಮ ಆಸಕ್ತಿಯ ಕ್ಷೇತ್ರಗಳಲ್ಲಿ ಪ್ರಾಯೋಗಿಕ ಮತ್ತು ಸೃಜನಶೀಲರಾಗಿರಲು ಪ್ರೇರೇಪಿಸುತ್ತದೆ. 'ನಾವೀನ್ಯತೆ' ಎಂಬ ಪದವು 19 ನೇ ಶತಮಾನದಲ್ಲಿ ಜನಪ್ರಿಯತೆಯನ್ನು ಗಳಿಸಲು ಪ್ರಾರಂಭಿಸಿತು. ಗ್ರೇಟ್ ಬ್ರಿಟನ್ನಲ್ಲಿ ಆರ್ಥಿಕ ಬೆಳವಣಿಗೆ ಮತ್ತು ಅಭಿವೃದ್ಧಿಗಾಗಿ ಕೈಗಾರಿಕಾ ಕ್ರಾಂತಿ ಪ್ರಾರಂಭವಾದ ಅದೇ ಅವಧಿಯಲ್ಲಿ, ಈ ಯುಗದಲ್ಲಿ, ಸಂಶೋಧಕರ ಮುಖ್ಯ ಗಮನ ತಾಂತ್ರಿಕ ನಾವೀನ್ಯತೆಗಳ ಮೇಲಿತ್ತು. bbox=[1258, 1992, 1521, 2118]
sign-prediction: ಎಷ್ಟೇ ಹಣ ಬಂದರೂ ಉಳಿಯುವುದಿಲ್ಲ, ಸ್ತ್ರೀ ಸೌಖ್ಯ, ಚೋರ ಭಯ, ಚಂಚಲ ಸ್ವಭಾವ, ಅನಾರೋಗ್ಯ. bbox=[626, 2190, 796, 2236]
dhurandhar-headline bbox=[720, 227, 1521, 409]
astrologer-card bbox=[66, 1986, 206, 2085]
sign-name: ಧನಸ್ಸು bbox=[626, 1991, 651, 2004]
ingredient-label: ಮೊಸರು bbox=[310, 743, 343, 757]
innovation-title: ಅವಿಷ್ಕಾರ ದಿನ bbox=[1078, 1986, 1244, 2094]
zodiac-icon-label: ತುಲಾ bbox=[228, 2265, 244, 2274]
sign-10: ಮಕರ ಮಕರ: ಅತಿಯಾದ ದೇಹಾಲಸ್ಯ, ಸಾಲ ಮಾಡುವಿರಿ, ಪರರಿಂದ ತೊಂದರೆ, ಷೇರು ವ್ಯವಹಾರಗಳಲ್ಲಿ ಎಚ್ಚರ. bbox=[566, 2088, 801, 2177]
page-number: 6 bbox=[15, 11, 51, 91]
ingredient-item: ● ಮೊಸರು bbox=[295, 743, 343, 757]
jail-col1: ಜೈಲಿನಲ್ಲಿ ಒಂದು ರಾತ್ರಿ ಕಳೆಯುವುದು ಎಂದರೇ ಸುಲಭದ ಮಾತಲ್ಲ.. ನರಕಕ್ಕೆ ಸಮ ಎಂದು ಹೇಳಲಾಗುತ್ತದೆ.. ಸಾಮಾನ್ಯವಾಗಿ ನಾವು ಕೊಲೆ, ದರೋಡೆ ಮತ್ತು ಅತ್ಯಾಚಾರ ಆರೋಪಿಗಳನ್ನು ಜೈಲಿನಲ್ಲಿ ಕಾಣಬಹುದು. ಆದ್ದರಿಂದ, ಜೈಲು ಎಂಬ ಪದ ಎಂತವರಿಗೂ ಬೆವರು ಬರುವಂತೆ ಮಾಡುತ್ತದೆ.. ಆದರೆ ಆಸ್ಟ್ರೇಲಿಯಾದಲ್ಲಿ, ಅನೇಕ ಶ್ರೀಮಂತರು ಜೈಲಿನಲ್ಲಿ ರಾತ್ರಿ ಕಳೆಯಲು ಸಿದ್ಧರಿದ್ದಾರೆ. ಹೌದು, ಆಸ್ಟ್ರೇಲಿಯಾವು ಅಂತಹ ಒಂದು ಅಪಾಯಕಾರಿ ಜೈಲನ್ನು ಹೊಂದಿದ್ದು, ಅಲ್ಲಿ ಒಂದು ರಾತ್ರಿ ಕಳೆಯಲು ಬರೋಬ್ಬರಿ 28 ಸಾವಿರ ರೂಪಾಯಿಗಳನ್ನು ಖರ್ಚು ಮಾಡಬೇಕಾಗುತ್ತದೆ. ಒಂದು ರಾತ್ರಿಗೆ AU$449.00 ರಿಂದ ಪ್ರಾರಂಭವಾಗುತ್ತದೆ. bbox=[1052, 910, 1287, 1558]
ingredient-item: ● ಧನಿಯ bbox=[157, 743, 200, 757]
zodiac-icon bbox=[210, 2212, 262, 2277]
ingredient-item: ● ಈರುಳ್ಳಿ bbox=[164, 758, 208, 773]
apple-logo-icon bbox=[1023, 70, 1055, 105]
sign-6: ಕನ್ಯಾ ಕನ್ಯಾ: ಪರಿಶ್ರಮಕ್ಕೆ ತಕ್ಕ ಫಲ, ಕಾರ್ಯ ಸಾಧನೆಗಾಗಿ ತಿರುಗಾಟ, ದೇವತಾ ಕಾರ್ಯಗಳಲ್ಲಿ ಭಾಗಿ, ಕುಟುಂಬ ಸೌಖ್ಯ. bbox=[210, 2136, 550, 2211]
kitchen-panel bbox=[8, 287, 437, 724]
sign-prediction: ಈ ದಿನ ಅಧಿಕ ಕೆಲಸ, ವಸ್ತ್ರ ವ್ಯಾಪಾರಿಗಳಿಗೆ ಅನಿರೀಕ್ಷಿತ ಲಾಭ, ಬಡ ರೋಗಿಗಳಿಗೆ ಕೈಲಾದ ಸಹಾಯ ಮಾಡಿ. bbox=[270, 2214, 531, 2244]
zodiac-icon-label: ಕನ್ಯಾ bbox=[230, 2192, 243, 2201]
apple-headline: ಆಪಲ್ 6ನೇ ಶೋರೂಮ್ ಯಾವಾಗ ಲಾಂಚ್? bbox=[318, 6, 627, 210]
